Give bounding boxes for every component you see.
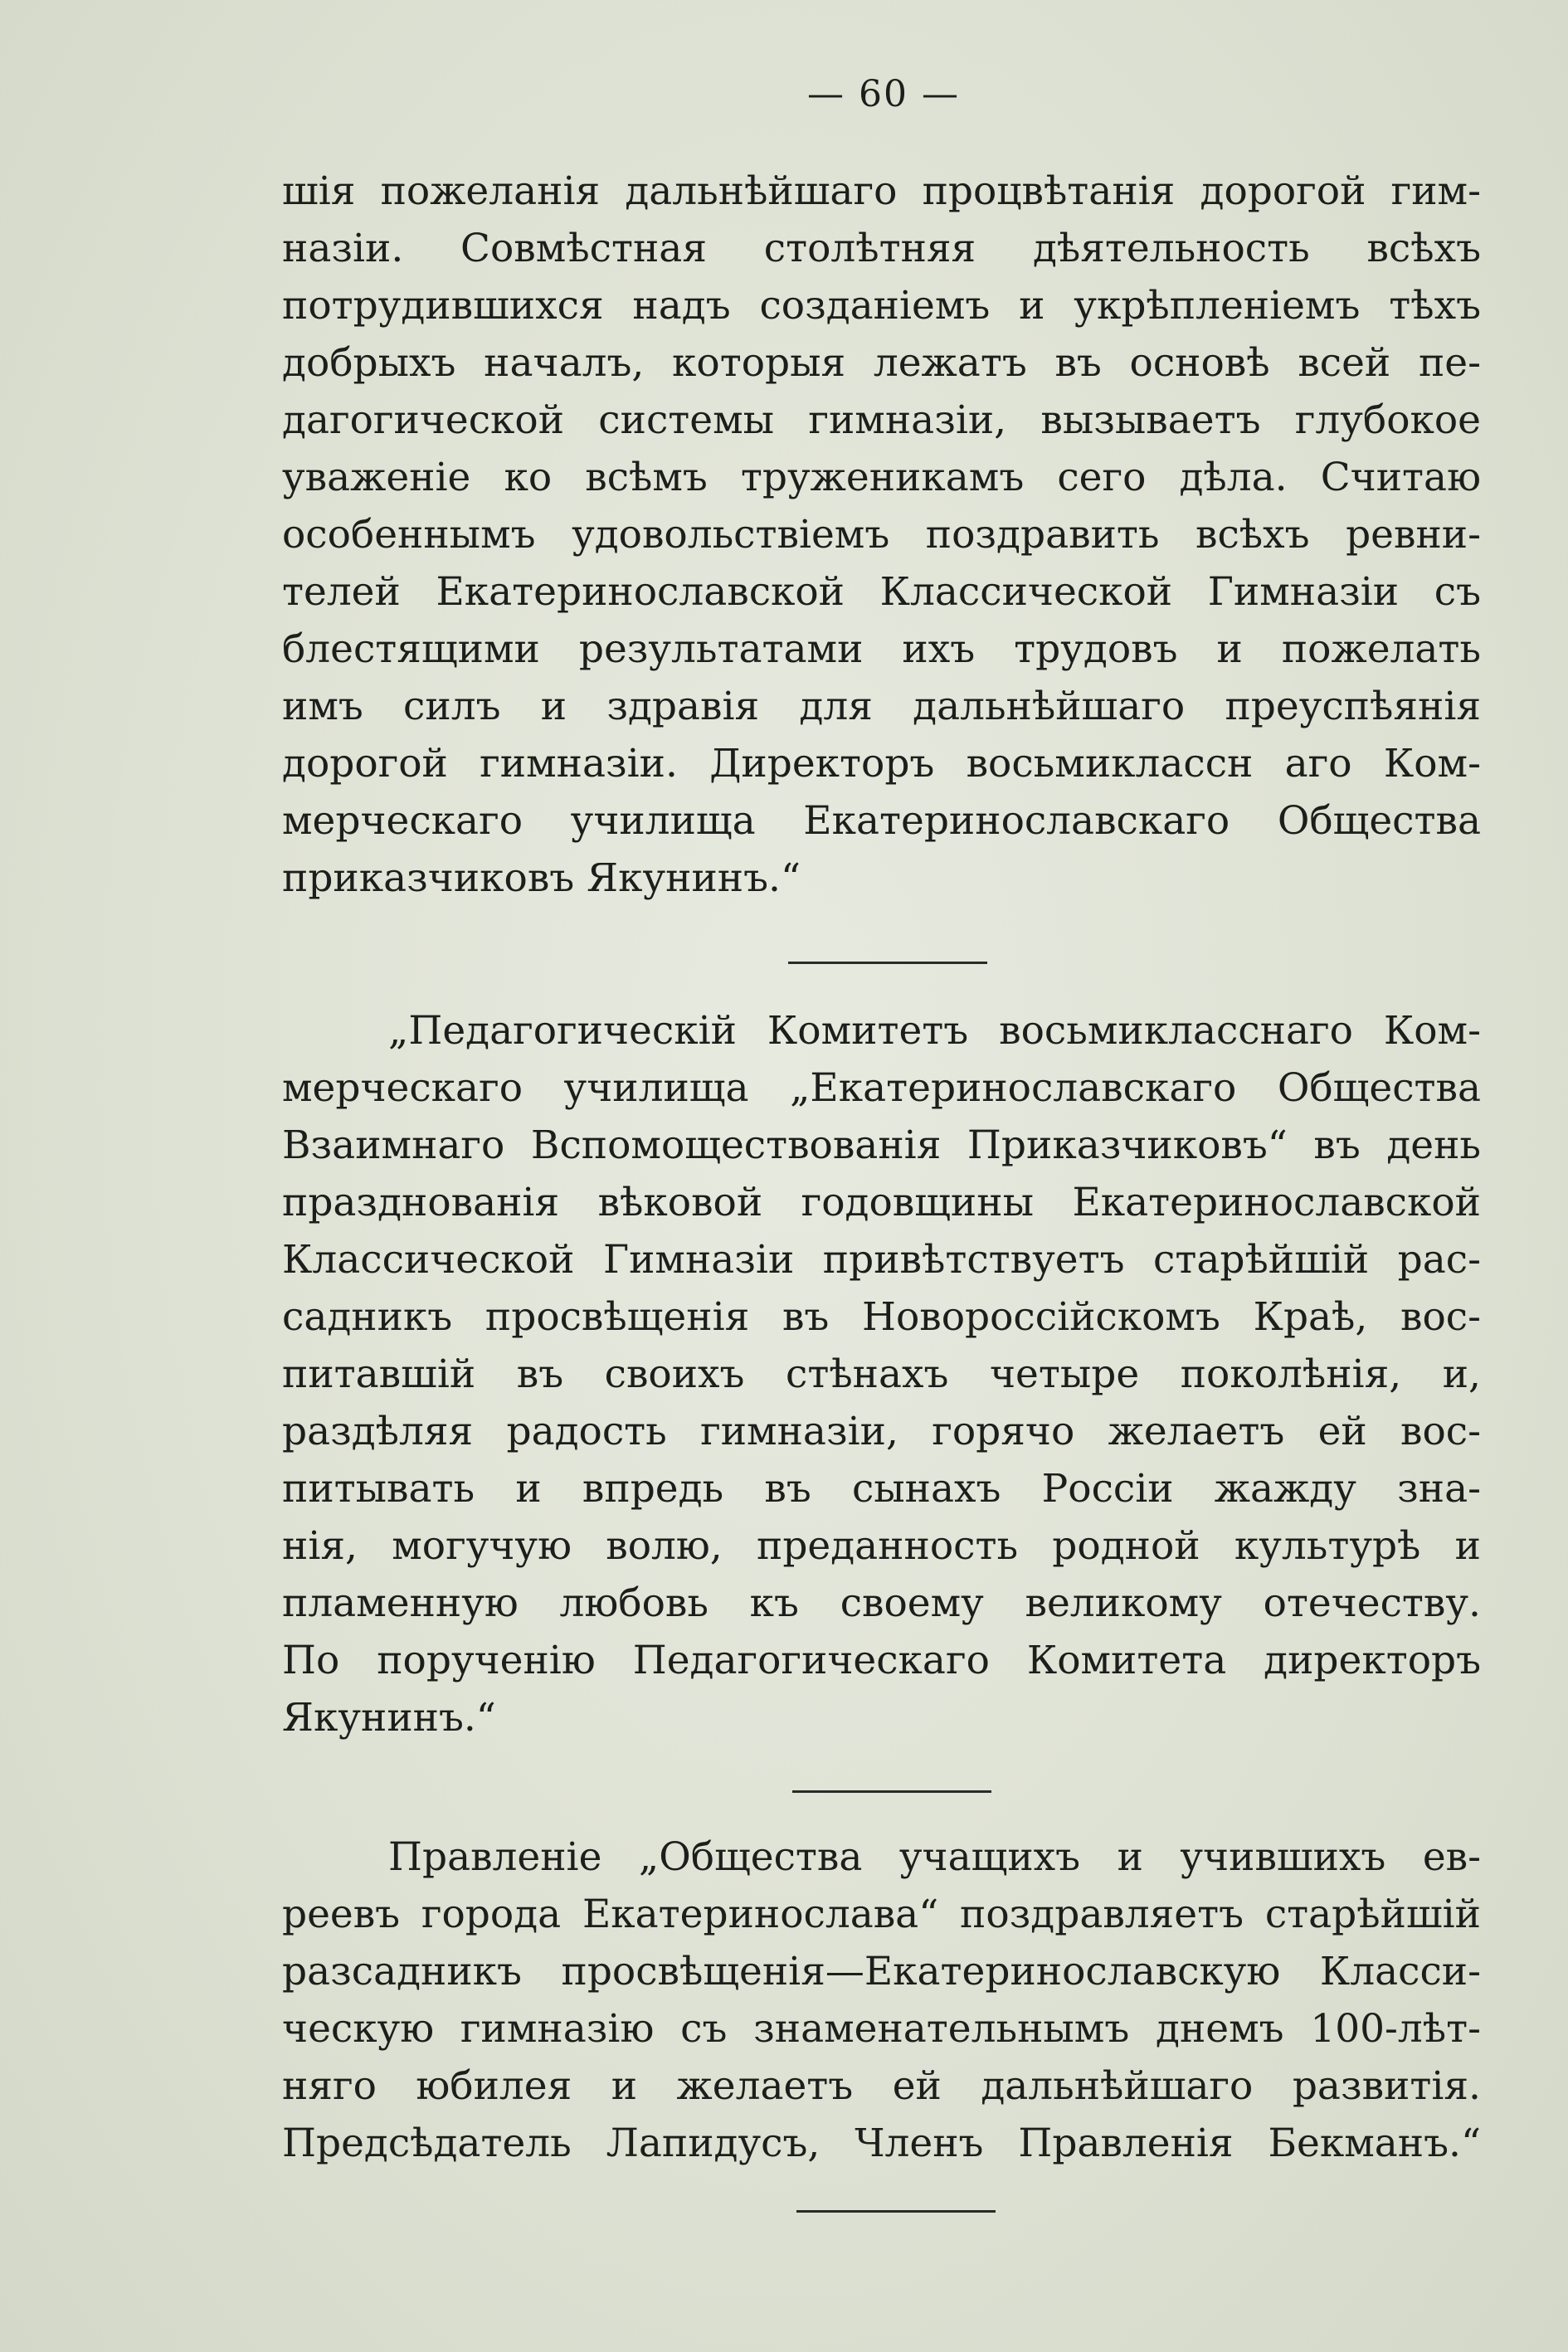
text-line: няго юбилея и желаетъ ей дальнѣйшаго развитія. xyxy=(282,2063,1481,2109)
text-line: мерческаго училища „Екатеринославскаго Общества xyxy=(282,1065,1481,1111)
text-line: имъ силъ и здравія для дальнѣйшаго преуспѣянія xyxy=(282,684,1481,729)
text-line: дагогической системы гимназіи, вызываетъ глубокое xyxy=(282,397,1481,443)
text-line: добрыхъ началъ, которыя лежатъ въ основѣ всей пе- xyxy=(282,340,1481,386)
text-line: разсадникъ просвѣщенія—Екатеринославскую Класси- xyxy=(282,1949,1481,1994)
text-line: назіи. Совмѣстная столѣтняя дѣятельность всѣхъ xyxy=(282,226,1481,271)
paragraph-1 xyxy=(282,163,1481,907)
text-line: дорогой гимназіи. Директоръ восьмиклассн аго Ком- xyxy=(282,741,1481,786)
text-line: пламенную любовь къ своему великому отечеству. xyxy=(282,1580,1481,1626)
text-line: питавшій въ своихъ стѣнахъ четыре поколѣнія, и, xyxy=(282,1351,1481,1397)
text-line: уваженіе ко всѣмъ труженикамъ сего дѣла. Считаю xyxy=(282,455,1481,500)
text-line: питывать и впредь въ сынахъ Россіи жажду зна- xyxy=(282,1466,1481,1512)
text-line: реевъ города Екатеринослава“ поздравляетъ старѣйшій xyxy=(282,1892,1481,1937)
text-line: шія пожеланія дальнѣйшаго процвѣтанія дорогой гим- xyxy=(282,168,1481,214)
text-line: раздѣляя радость гимназіи, горячо желаетъ ей вос- xyxy=(282,1409,1481,1454)
section-divider xyxy=(792,1790,991,1793)
text-line: Классической Гимназіи привѣтствуетъ старѣйшій рас- xyxy=(282,1237,1481,1283)
paragraph-2 xyxy=(282,1002,1481,1746)
text-line: блестящими результатами ихъ трудовъ и пожелать xyxy=(282,626,1481,672)
text-line: мерческаго училища Екатеринославскаго Общества xyxy=(282,798,1481,844)
section-divider xyxy=(796,2210,996,2213)
text-line: садникъ просвѣщенія въ Новороссійскомъ Краѣ, вос- xyxy=(282,1294,1481,1340)
text-line: празднованія вѣковой годовщины Екатеринославской xyxy=(282,1180,1481,1225)
text-line: Якунинъ.“ xyxy=(282,1695,496,1741)
text-line: потрудившихся надъ созданіемъ и укрѣпленіемъ тѣхъ xyxy=(282,283,1481,329)
text-line: По порученію Педагогическаго Комитета директоръ xyxy=(282,1638,1481,1683)
page-number: — 60 — xyxy=(807,73,960,115)
text-line: „Педагогическій Комитетъ восьмикласснаго Ком- xyxy=(388,1008,1481,1054)
text-line: Предсѣдатель Лапидусъ, Членъ Правленія Бекманъ.“ xyxy=(282,2121,1481,2166)
text-line: нія, могучую волю, преданность родной культурѣ и xyxy=(282,1523,1481,1569)
text-line: телей Екатеринославской Классической Гимназіи съ xyxy=(282,569,1481,615)
paragraph-3 xyxy=(282,1829,1481,2172)
text-line: приказчиковъ Якунинъ.“ xyxy=(282,855,801,901)
text-line: Правленіе „Общества учащихъ и учившихъ ев- xyxy=(388,1834,1481,1880)
text-line: Взаимнаго Вспомоществованія Приказчиковъ“ въ день xyxy=(282,1122,1481,1168)
text-line: ческую гимназію съ знаменательнымъ днемъ 100-лѣт- xyxy=(282,2006,1481,2052)
section-divider xyxy=(788,962,987,964)
text-line: особеннымъ удовольствіемъ поздравить всѣхъ ревни- xyxy=(282,512,1481,558)
